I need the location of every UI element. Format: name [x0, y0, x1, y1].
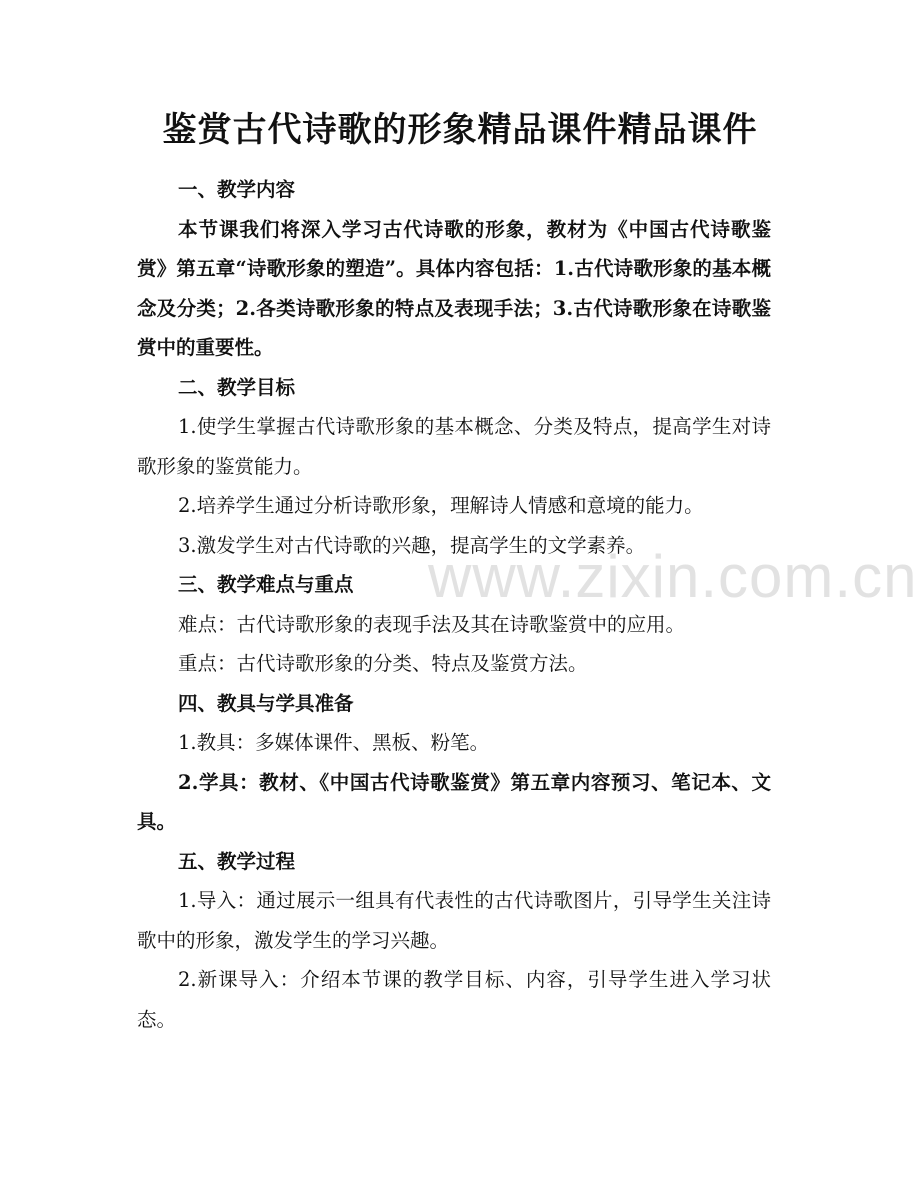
paragraph-content: 本节课我们将深入学习古代诗歌的形象，教材为《中国古代诗歌鉴赏》第五章“诗歌形象的塑造”。具体内容包括：1.古代诗歌形象的基本概念及分类；2.各类诗歌形象的特点及表现手法；3.古代诗歌形象在诗歌鉴赏中的重要性。	[137, 217, 771, 359]
paragraph-process-2: 2.新课导入：介绍本节课的教学目标、内容，引导学生进入学习状态。	[137, 968, 771, 1031]
paragraph-objective-1: 1.使学生掌握古代诗歌形象的基本概念、分类及特点，提高学生对诗歌形象的鉴赏能力。	[137, 415, 771, 478]
paragraph-difficulty: 难点：古代诗歌形象的表现手法及其在诗歌鉴赏中的应用。	[178, 612, 686, 636]
paragraph-objective-2: 2.培养学生通过分析诗歌形象，理解诗人情感和意境的能力。	[178, 494, 704, 517]
document-body	[137, 170, 771, 1039]
paragraph-key-point: 重点：古代诗歌形象的分类、特点及鉴赏方法。	[178, 652, 588, 675]
paragraph-learning-tools: 2.学具：教材、《中国古代诗歌鉴赏》第五章内容预习、笔记本、文具。	[137, 770, 771, 833]
section-heading-objectives: 二、教学目标	[178, 375, 296, 399]
paragraph-process-1: 1.导入：通过展示一组具有代表性的古代诗歌图片，引导学生关注诗歌中的形象，激发学生的学习兴趣。	[137, 889, 771, 952]
watermark: www.zixin.com.cn	[428, 543, 918, 610]
document-title: 鉴赏古代诗歌的形象精品课件精品课件	[162, 110, 758, 150]
paragraph-objective-3: 3.激发学生对古代诗歌的兴趣，提高学生的文学素养。	[178, 533, 646, 557]
paragraph-teaching-tools: 1.教具：多媒体课件、黑板、粉笔。	[178, 731, 490, 754]
section-heading-difficulties: 三、教学难点与重点	[178, 573, 354, 596]
section-heading-content: 一、教学内容	[178, 178, 296, 201]
section-heading-process: 五、教学过程	[178, 849, 296, 873]
section-heading-materials: 四、教具与学具准备	[178, 691, 354, 715]
